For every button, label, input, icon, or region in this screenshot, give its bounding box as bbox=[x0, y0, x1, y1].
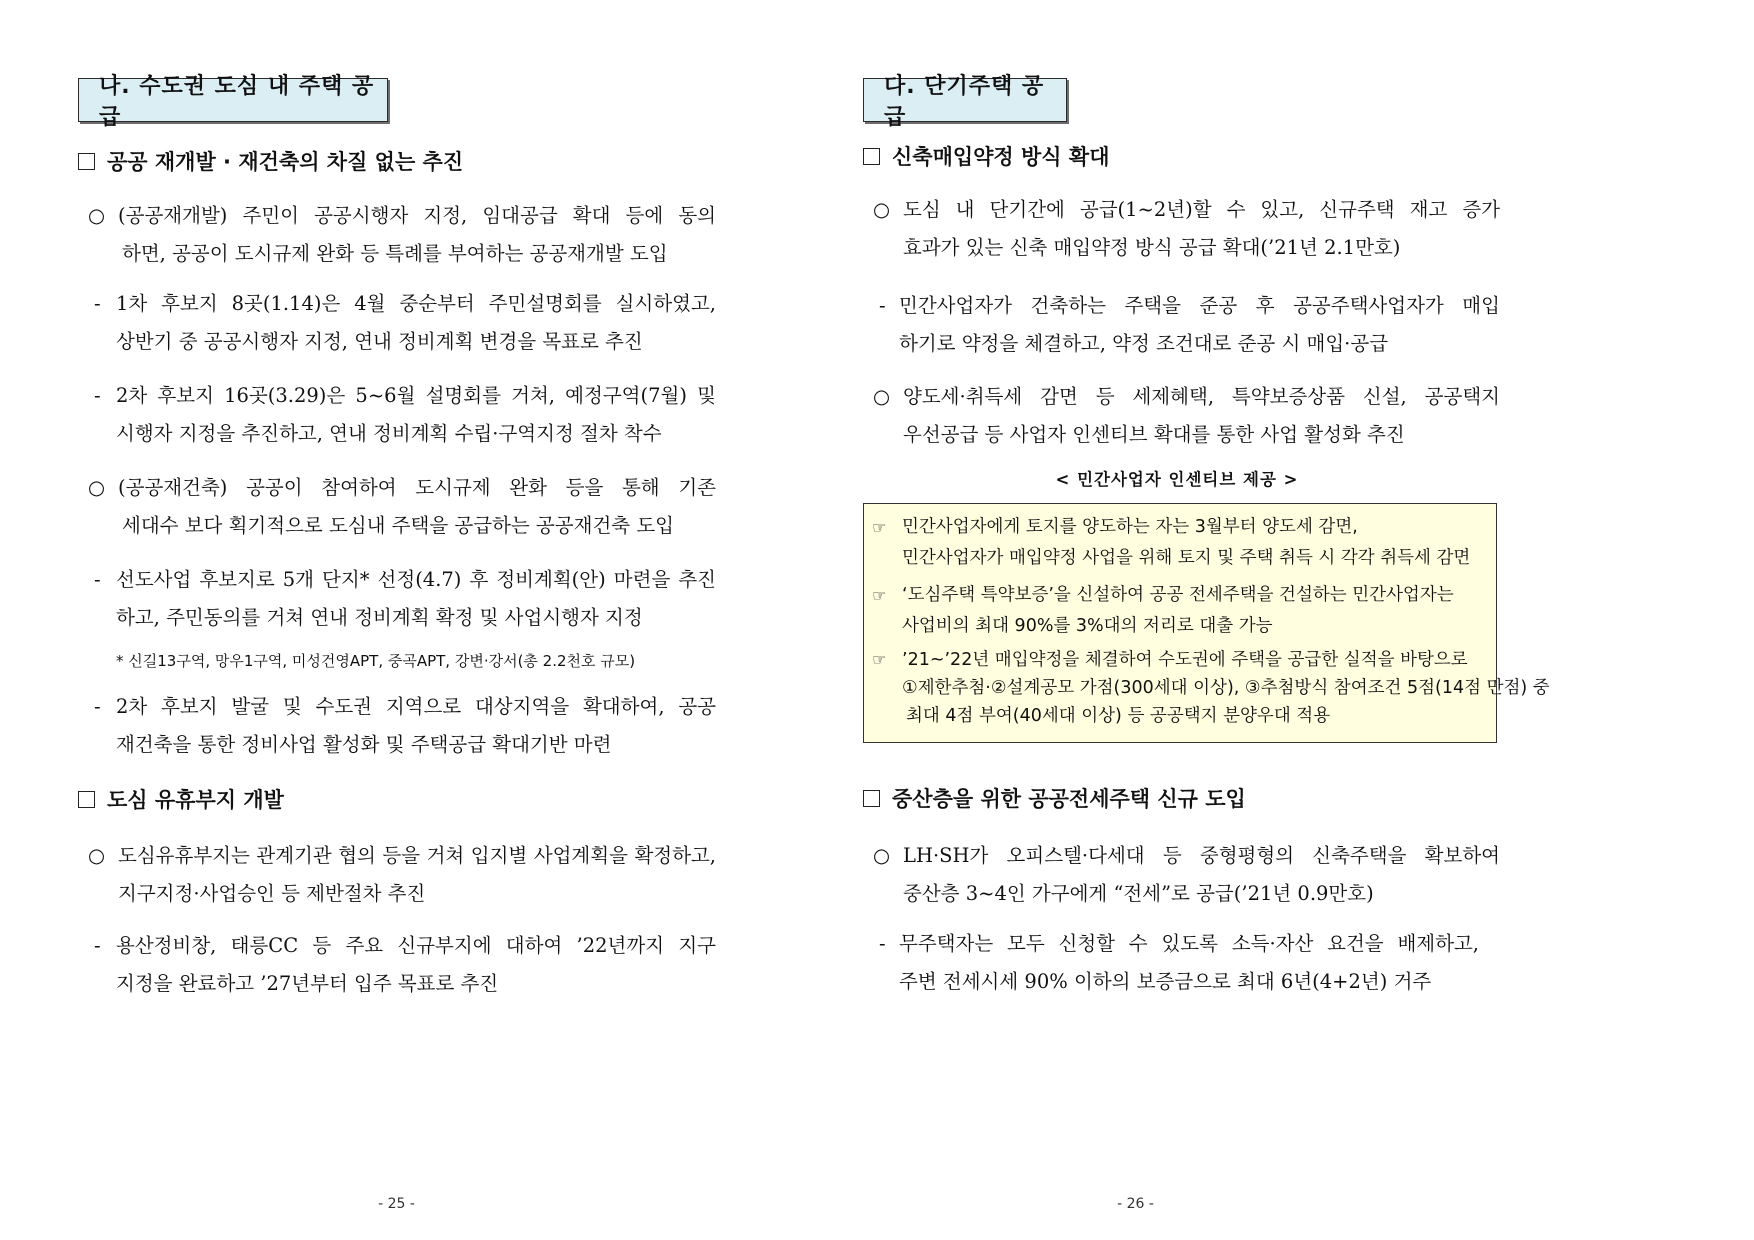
text-line: 민간사업자에게 토지를 양도하는 자는 3월부터 양도세 감면, bbox=[902, 517, 1358, 537]
text-line: 도심유휴부지는 관계기관 협의 등을 거쳐 입지별 사업계획을 확정하고, bbox=[118, 844, 716, 867]
section-title: 다. 단기주택 공급 bbox=[884, 74, 1045, 130]
circle-bullet-icon: ○ bbox=[873, 385, 891, 408]
square-bullet-icon bbox=[863, 790, 880, 807]
text-line: 지정을 완료하고 ’27년부터 입주 목표로 추진 bbox=[116, 972, 499, 995]
heading-text: 공공 재개발 · 재건축의 차질 없는 추진 bbox=[107, 150, 464, 174]
text-line: LH·SH가 오피스텔·다세대 등 중형평형의 신축주택을 확보하여 bbox=[903, 844, 1500, 867]
text-line: 1차 후보지 8곳(1.14)은 4월 중순부터 주민설명회를 실시하였고, bbox=[116, 292, 716, 315]
section-title: 나. 수도권 도심 내 주택 공급 bbox=[99, 74, 375, 130]
text-line: 하면, 공공이 도시규제 완화 등 특례를 부여하는 공공재개발 도입 bbox=[122, 242, 668, 265]
text-line: 우선공급 등 사업자 인센티브 확대를 통한 사업 활성화 추진 bbox=[903, 423, 1405, 446]
dash-bullet-icon: - bbox=[879, 294, 886, 317]
heading-purchase-agreement bbox=[863, 141, 1109, 171]
dash-bullet-icon: - bbox=[94, 568, 101, 591]
heading-public-redevelopment bbox=[78, 146, 463, 176]
dash-bullet-icon: - bbox=[94, 934, 101, 957]
text-line: 상반기 중 공공시행자 지정, 연내 정비계획 변경을 목표로 추진 bbox=[116, 330, 643, 353]
paragraph-idle-land bbox=[88, 837, 716, 913]
dash-bullet-icon: - bbox=[94, 292, 101, 315]
text-line: 하기로 약정을 체결하고, 약정 조건대로 준공 시 매입·공급 bbox=[899, 332, 1389, 355]
text-line: 선도사업 후보지로 5개 단지* 선정(4.7) 후 정비계획(안) 마련을 추진 bbox=[116, 568, 716, 591]
dash-bullet-icon: - bbox=[879, 932, 886, 955]
page-number: - 25 - bbox=[378, 1196, 415, 1212]
circle-bullet-icon: ○ bbox=[88, 204, 106, 227]
paragraph-leading-projects bbox=[94, 561, 716, 637]
square-bullet-icon bbox=[863, 148, 880, 165]
text-line: 2차 후보지 발굴 및 수도권 지역으로 대상지역을 확대하여, 공공 bbox=[116, 695, 716, 718]
heading-text: 도심 유휴부지 개발 bbox=[107, 788, 284, 812]
heading-text: 중산층을 위한 공공전세주택 신규 도입 bbox=[892, 787, 1246, 811]
incentive-item-preference bbox=[872, 646, 1550, 730]
incentive-item-guarantee bbox=[872, 580, 1486, 642]
dash-bullet-icon: - bbox=[94, 695, 101, 718]
text-line: 양도세·취득세 감면 등 세제혜택, 특약보증상품 신설, 공공택지 bbox=[903, 385, 1500, 408]
hand-pointer-icon: ☞ bbox=[872, 650, 887, 669]
incentive-box bbox=[863, 503, 1550, 743]
text-line: 지구지정·사업승인 등 제반절차 추진 bbox=[118, 882, 426, 905]
paragraph-new-build-purchase bbox=[873, 191, 1500, 267]
paragraph-incentives bbox=[873, 378, 1500, 454]
paragraph-homeless-eligibility bbox=[879, 925, 1479, 1001]
heading-idle-land bbox=[78, 784, 284, 814]
paragraph-public-redevelopment bbox=[88, 197, 716, 273]
paragraph-first-candidates bbox=[94, 285, 716, 361]
text-line: ’21~’22년 매입약정을 체결하여 수도권에 주택을 공급한 실적을 바탕으로 bbox=[902, 650, 1468, 670]
circle-bullet-icon: ○ bbox=[88, 476, 106, 499]
text-line: 최대 4점 부여(40세대 이상) 등 공공택지 분양우대 적용 bbox=[906, 706, 1331, 726]
hand-pointer-icon: ☞ bbox=[872, 518, 887, 537]
paragraph-major-sites bbox=[94, 927, 716, 1003]
hand-pointer-icon: ☞ bbox=[872, 586, 887, 605]
page-26 bbox=[872, 0, 1754, 1240]
text-line: 민간사업자가 건축하는 주택을 준공 후 공공주택사업자가 매입 bbox=[899, 294, 1500, 317]
text-line: 하고, 주민동의를 거쳐 연내 정비계획 확정 및 사업시행자 지정 bbox=[116, 606, 643, 629]
heading-public-jeonse bbox=[863, 783, 1246, 813]
dash-bullet-icon: - bbox=[94, 384, 101, 407]
text-line: 사업비의 최대 90%를 3%대의 저리로 대출 가능 bbox=[902, 616, 1273, 636]
incentive-caption: < 민간사업자 인센티브 제공 > bbox=[1055, 470, 1299, 489]
text-line: 도심 내 단기간에 공급(1~2년)할 수 있고, 신규주택 재고 증가 bbox=[903, 198, 1500, 221]
text-line: 시행자 지정을 추진하고, 연내 정비계획 수립·구역지정 절차 착수 bbox=[116, 422, 662, 445]
section-title-box bbox=[863, 74, 1067, 130]
text-line: 주변 전세시세 90% 이하의 보증금으로 최대 6년(4+2년) 거주 bbox=[899, 970, 1432, 993]
text-line: 민간사업자가 매입약정 사업을 위해 토지 및 주택 취득 시 각각 취득세 감면 bbox=[902, 548, 1471, 568]
section-title-box bbox=[78, 74, 388, 130]
text-line: 재건축을 통한 정비사업 활성화 및 주택공급 확대기반 마련 bbox=[116, 733, 612, 756]
paragraph-private-builders bbox=[879, 287, 1500, 363]
text-line: (공공재건축) 공공이 참여하여 도시규제 완화 등을 통해 기존 bbox=[118, 476, 716, 499]
text-line: 중산층 3~4인 가구에게 “전세”로 공급(’21년 0.9만호) bbox=[903, 882, 1374, 905]
text-line: 용산정비창, 태릉CC 등 주요 신규부지에 대하여 ’22년까지 지구 bbox=[116, 934, 716, 957]
paragraph-second-candidates bbox=[94, 377, 716, 453]
paragraph-lh-sh-supply bbox=[873, 837, 1500, 913]
paragraph-expand-targets bbox=[94, 688, 716, 764]
square-bullet-icon bbox=[78, 153, 95, 170]
square-bullet-icon bbox=[78, 791, 95, 808]
text-line: 2차 후보지 16곳(3.29)은 5~6월 설명회를 거쳐, 예정구역(7월) 및 bbox=[116, 384, 716, 407]
footnote-candidate-list: * 신길13구역, 망우1구역, 미성건영APT, 중곡APT, 강변·강서(총 2.2천호 규모) bbox=[116, 652, 636, 670]
circle-bullet-icon: ○ bbox=[88, 844, 106, 867]
text-line: 세대수 보다 획기적으로 도심내 주택을 공급하는 공공재건축 도입 bbox=[122, 514, 674, 537]
page-number: - 26 - bbox=[1117, 1196, 1154, 1212]
paragraph-public-reconstruction bbox=[88, 469, 716, 545]
incentive-item-tax bbox=[872, 512, 1486, 574]
text-line: 효과가 있는 신축 매입약정 방식 공급 확대(’21년 2.1만호) bbox=[903, 236, 1401, 259]
text-line: ①제한추첨·②설계공모 가점(300세대 이상), ③추첨방식 참여조건 5점(14점 만점) 중 bbox=[902, 678, 1550, 698]
circle-bullet-icon: ○ bbox=[873, 198, 891, 221]
text-line: 무주택자는 모두 신청할 수 있도록 소득·자산 요건을 배제하고, bbox=[899, 932, 1479, 955]
text-line: (공공재개발) 주민이 공공시행자 지정, 임대공급 확대 등에 동의 bbox=[118, 204, 716, 227]
heading-text: 신축매입약정 방식 확대 bbox=[892, 145, 1110, 169]
text-line: ‘도심주택 특약보증’을 신설하여 공공 전세주택을 건설하는 민간사업자는 bbox=[902, 585, 1454, 605]
circle-bullet-icon: ○ bbox=[873, 844, 891, 867]
